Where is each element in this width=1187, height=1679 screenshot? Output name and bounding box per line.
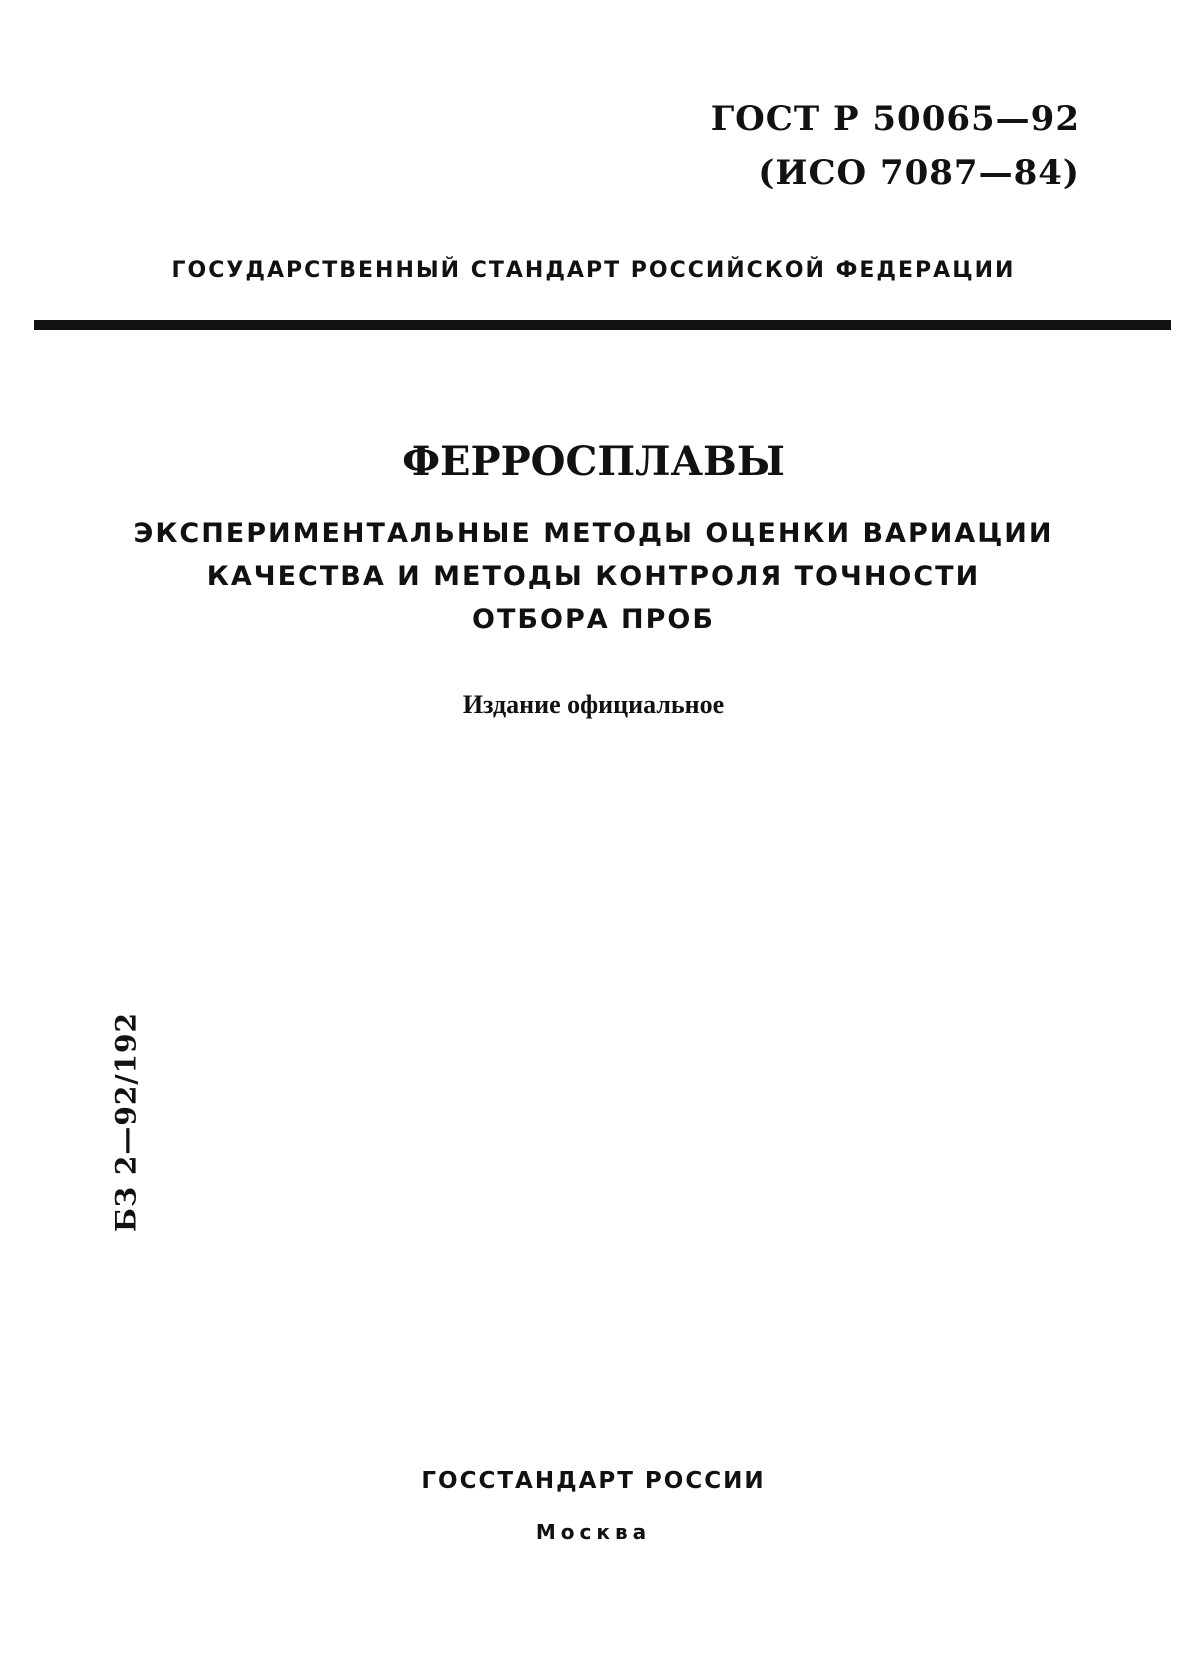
horizontal-rule <box>34 320 1171 330</box>
city: Москва <box>535 1520 652 1544</box>
main-title: ФЕРРОСПЛАВЫ <box>402 438 785 485</box>
publisher: ГОССТАНДАРТ РОССИИ <box>421 1468 766 1494</box>
state-standard-heading: ГОСУДАРСТВЕННЫЙ СТАНДАРТ РОССИЙСКОЙ ФЕДЕРАЦИИ <box>171 258 1016 283</box>
subtitle-line: КАЧЕСТВА И МЕТОДЫ КОНТРОЛЯ ТОЧНОСТИ <box>206 561 981 592</box>
subtitle <box>0 512 1187 641</box>
edition-label: Издание официальное <box>462 690 725 719</box>
iso-number: (ИСО 7087—84) <box>758 153 1080 193</box>
document-designation <box>711 92 1080 200</box>
side-code-text: БЗ 2—92/192 <box>109 1012 143 1232</box>
gost-number: ГОСТ Р 50065—92 <box>710 99 1080 139</box>
subtitle-line: ОТБОРА ПРОБ <box>472 604 715 635</box>
subtitle-line: ЭКСПЕРИМЕНТАЛЬНЫЕ МЕТОДЫ ОЦЕНКИ ВАРИАЦИИ <box>133 518 1054 549</box>
